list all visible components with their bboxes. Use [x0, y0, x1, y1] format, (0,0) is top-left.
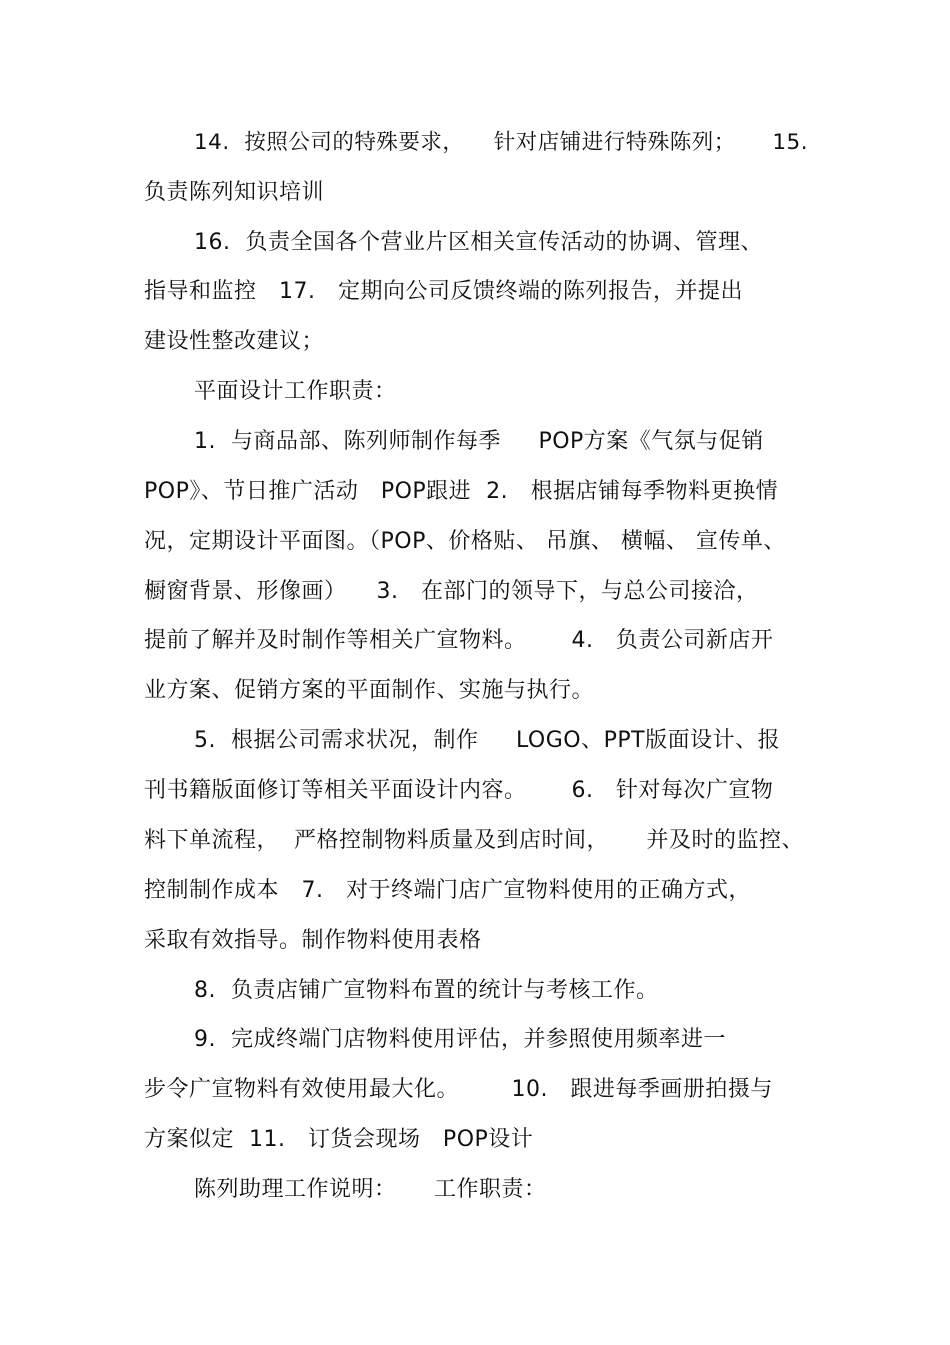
- section-heading: 陈列助理工作说明： 工作职责：: [194, 1177, 547, 1202]
- text-line: 方案似定 11. 订货会现场 POP设计: [144, 1127, 534, 1152]
- text-line: 控制制作成本 7. 对于终端门店广宣物料使用的正确方式，: [144, 878, 751, 903]
- text-line: 建设性整改建议；: [144, 329, 325, 354]
- text-line: 采取有效指导。制作物料使用表格: [144, 928, 482, 953]
- text-line: POP》、节日推广活动 POP跟进 2. 根据店铺每季物料更换情: [144, 479, 779, 504]
- text-line: 8. 负责店铺广宣物料布置的统计与考核工作。: [194, 978, 659, 1003]
- text-line: 料下单流程， 严格控制物料质量及到店时间， 并及时的监控、: [144, 828, 804, 853]
- text-line: 指导和监控 17. 定期向公司反馈终端的陈列报告，并提出: [144, 279, 743, 304]
- text-line: 负责陈列知识培训: [144, 180, 325, 205]
- text-line: 况，定期设计平面图。（POP、价格贴、 吊旗、 横幅、 宣传单、: [144, 529, 786, 554]
- text-line: 16. 负责全国各个营业片区相关宣传活动的协调、管理、: [194, 230, 763, 255]
- text-line: 14. 按照公司的特殊要求， 针对店铺进行特殊陈列； 15.: [194, 130, 809, 155]
- text-line: 橱窗背景、形像画） 3. 在部门的领导下，与总公司接洽，: [144, 579, 759, 604]
- text-line: 5. 根据公司需求状况，制作 LOGO、PPT版面设计、报: [194, 728, 781, 753]
- text-line: 9. 完成终端门店物料使用评估，并参照使用频率进一: [194, 1027, 726, 1052]
- text-line: 1. 与商品部、陈列师制作每季 POP方案《气氛与促销: [194, 429, 764, 454]
- text-line: 提前了解并及时制作等相关广宣物料。 4. 负责公司新店开: [144, 628, 774, 653]
- section-heading: 平面设计工作职责：: [194, 379, 397, 404]
- text-line: 业方案、促销方案的平面制作、实施与执行。: [144, 678, 595, 703]
- text-line: 刊书籍版面修订等相关平面设计内容。 6. 针对每次广宣物: [144, 778, 774, 803]
- text-line: 步令广宣物料有效使用最大化。 10. 跟进每季画册拍摄与: [144, 1077, 773, 1102]
